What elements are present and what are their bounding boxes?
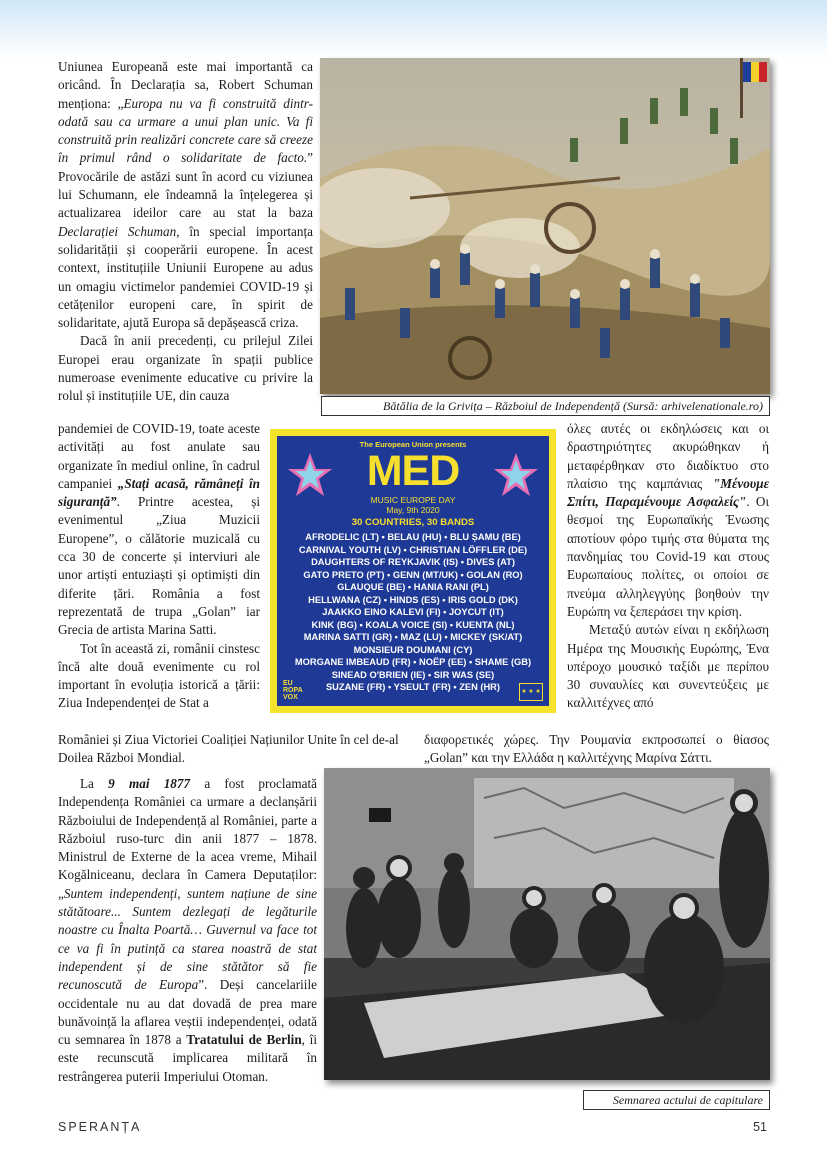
band-line: MARINA SATTI (GR) • MAZ (LU) • MICKEY (SK/AT) [303,632,523,642]
page-number: 51 [753,1120,767,1134]
header-band [0,0,827,58]
logo-line: EU [283,680,293,687]
col1-text-wide [58,731,415,768]
band-line: SUZANE (FR) • YSEULT (FR) • ZEN (HR) [325,682,500,692]
band-line: JAAKKO EINO KALEVI (FI) • JOYCUT (IT) [322,607,504,617]
p1-text-b: ” Provocările de astăzi sunt în acord cu viziunea lui Schumann, ele îndeamnă la înțelegerea și actualizarea ideilor care au stat la baza [58,150,313,221]
band-line: GLAUQUE (BE) • HANIA RANI (PL) [337,582,489,592]
poster-date: May, 9th 2020 [386,505,440,515]
band-line: CARNIVAL YOUTH (LV) • CHRISTIAN LÖFFLER (DE) [298,544,528,555]
greek-text-narrow [567,420,769,713]
band-line: GATO PRETO (PT) • GENN (MT/UK) • GOLAN (RO) [303,569,523,580]
band-line: KINK (BG) • KOALA VOICE (SI) • KUENTA (NL) [311,619,515,630]
p4-text-d: , îi este recunscută implicarea militară în restrângerea puterii Imperiului Otoman. [58,1032,317,1084]
p1-text-c: , în special importanța solidarității și cooperării europene. În acest context, instituțiile Uniunii Europene au adus un omagiu victimelor pandemiei COVID-19 și cetățenilor europeni care, în spirit de solidaritate, ajută Europa să depășească criza. [58,223,314,331]
capitulation-photo [324,768,770,1080]
battle-painting [320,58,770,394]
treaty-name: Tratatului de Berlin [186,1032,302,1048]
p2-full: Dacă în anii precedenți, cu prilejul Zilei Europei erau organizate în spații publice numeroase evenimente educative cu privire la rolul și instituțiile UE, din cauza [58,333,313,404]
p4-text-a: La [80,776,109,791]
greek-text-wide [424,731,769,768]
music-europe-day-poster [270,429,556,713]
greek-p1-a: όλες αυτές οι εκδηλώσεις και οι δραστηριότητες ακυρώθηκαν ή μεταφέρθηκαν στο διαδίκτυο στο πλαίσιο της καμπάνιας [567,421,769,491]
band-line: DAUGHTERS OF REYKJAVIK (IS) • DIVES (AT) [311,557,515,567]
poster-presents: The European Union presents [359,440,467,449]
col1-text-narrow [58,420,260,713]
poster-title: MED [366,447,460,495]
p2-text-a: pandemiei de COVID-19, toate aceste activități au fost anulate sau organizate în mediul online, în cadrul campaniei [58,421,260,491]
p4-text-c: ”. Deși cancelariile occidentale nu au dat dovadă de prea mare bunăvoință la aflarea veștii independenței, odată cu semnarea în 1878 a [58,977,317,1048]
band-line: AFRODELIC (LT) • BELAU (HU) • BLU ȘAMU (BE) [305,532,521,542]
band-line: SINEAD O'BRIEN (IE) • SIR WAS (SE) [331,669,495,680]
logo-line: VOX [283,694,298,701]
declaration-name: Declarației Schuman [58,223,177,239]
col1-text-bottom [58,775,317,1086]
p4-text-b: a fost proclamată Independența României ca urmare a declanșării Războiului de Independență al României, parte a Războiul ruso-turc din anii 1877 – 1878. Ministrul de Externe de la acea vreme, Mihail Kogălniceanu, declara în Camera Deputaților: „ [58,776,317,901]
band-line: MONSIEUR DOUMANI (CY) [353,644,473,655]
europa-vox-logo [283,680,303,701]
greek-p2-wide: διαφορετικές χώρες. Την Ρουμανία εκπροσωπεί ο θίασος „Golan” και την Ελλάδα η καλλιτέχνης Μαρίνα Σάττι. [424,732,769,766]
poster-subtitle: MUSIC EUROPE DAY [370,495,456,505]
greek-p2-narrow: Μεταξύ αυτών είναι η εκδήλωση Ημέρα της Μουσικής Ευρώπης, Ένα υπέροχο μουσικό ταξίδι με περίπου 30 συναυλίες και συνεντεύξεις με καλλιτέχνες από [567,622,769,711]
p3-full: României și Ziua Victoriei Coaliției Națiunilor Unite în cel de-al Doilea Război Mondial. [58,732,399,766]
greek-p1-b: . Οι θεσμοί της Ευρωπαϊκής Ένωσης αποτίουν φόρο τιμής στα θύματα της πανδημίας του Covid-19 και στους Ευρωπαίους πολίτες, οι οποίοι σε πνεύμα αλληλεγγύης βοηθούν την Ευρώπη να ξεπεράσει την κρίση. [567,494,769,619]
band-line: HELLWANA (CZ) • HINDS (ES) • IRIS GOLD (DK) [308,594,518,605]
eu-flag-icon: ★ ★ ★ [519,683,543,701]
magazine-name: SPERANȚA [58,1120,142,1134]
p2-text-b: . Printre acestea, și evenimentul „Ziua Muzicii Europene”, o călătorie muzicală cu cca 30 de concerte și interviuri ale unor artiști entuziaști și optimiști din diferite țări. România a fost reprezentată de trupa „Golan” iar Grecia de artista Marina Satti. [58,494,260,638]
logo-line: ROPA [283,687,303,694]
schuman-quote: Europa nu va fi construită dintr-odată sau ca urmare a unui plan unic. Va fi construită prin realizări concrete care să creeze în primul rând o solidaritate de facto. [58,95,314,166]
campaign-name: „Stați acasă, rămâneți în siguranță” [58,475,261,510]
battle-caption: Bătălia de la Grivița – Războiul de Independență (Sursă: arhivelenationale.ro) [321,396,770,416]
greek-campaign-name: "Μένουμε Σπίτι, Παραμένουμε Ασφαλείς" [567,475,769,510]
p1-text: Uniunea Europeană este mai importantă ca oricând. În Declarația sa, Robert Schuman menționa: „ [58,59,313,111]
independence-date: 9 mai 1877 [108,776,191,791]
p3-narrow: Tot în această zi, românii cinstesc încă alte două evenimente cu rol important în evoluția istorică a țării: Ziua Independenței de Stat a [58,640,260,711]
poster-band-list [277,531,549,694]
poster-count: 30 COUNTRIES, 30 BANDS [351,517,475,528]
kogalniceanu-quote: Suntem independenți, suntem națiune de sine stătătoare... Suntem dezlegați de legăturile noastre cu Înalta Poartă… Guvernul va face tot ce va fi în putință ca starea noastră de stat independent și de sine stătător să fie recunoscută de Europa [58,885,317,993]
band-line: MORGANE IMBEAUD (FR) • NOËP (EE) • SHAME (GB) [294,657,532,667]
col1-text-top [58,58,313,406]
capitulation-caption: Semnarea actului de capitulare [583,1090,770,1110]
